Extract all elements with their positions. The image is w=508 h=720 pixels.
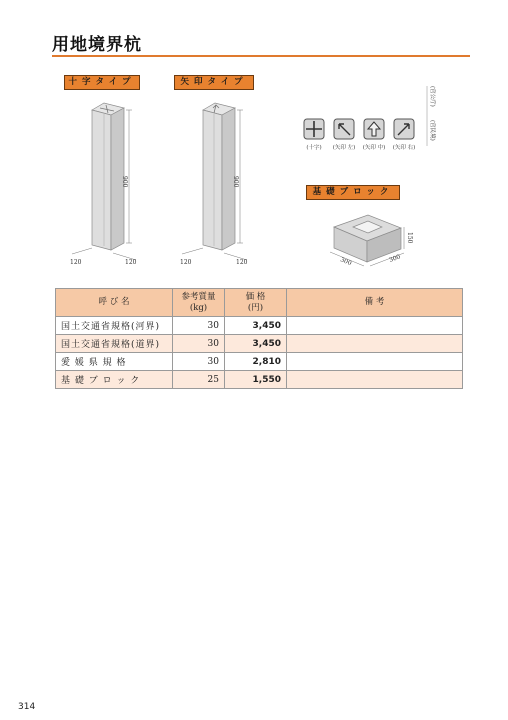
side-label-top: (官公庁): [429, 86, 435, 107]
tag-base-block: 基礎ブロック: [306, 185, 400, 200]
cross-width-dim-2: 120: [125, 259, 137, 266]
row-price: 3,450: [225, 317, 287, 335]
cross-height-dim: 900: [121, 176, 128, 188]
table-row: [56, 371, 463, 389]
cross-mark-icon: [304, 119, 324, 139]
row-note: [287, 335, 463, 353]
row-note: [287, 371, 463, 389]
icon-label-arrow-center: (矢印 中): [362, 145, 386, 151]
arrow-height-dim: 900: [232, 176, 239, 188]
header-price: [225, 289, 287, 317]
block-width-dim-1: 300: [339, 256, 353, 268]
row-weight: 30: [173, 335, 225, 353]
table-row: [56, 335, 463, 353]
spec-table: [55, 288, 463, 389]
row-note: [287, 353, 463, 371]
row-price: 2,810: [225, 353, 287, 371]
table-row: [56, 317, 463, 335]
row-name: 基 礎 ブ ロ ッ ク: [56, 371, 173, 389]
row-name: 愛 媛 県 規 格: [56, 353, 173, 371]
header-name: 呼 び 名: [56, 289, 173, 317]
arrow-left-mark-icon: [334, 119, 354, 139]
tag-cross-type: 十字タイプ: [64, 75, 140, 90]
header-weight: [173, 289, 225, 317]
block-height-dim: 150: [406, 232, 413, 244]
header-weight-line2: (kg): [189, 302, 208, 313]
header-note: 備 考: [287, 289, 463, 317]
table-row: [56, 353, 463, 371]
table-header-row: [56, 289, 463, 317]
icon-label-cross: (十字): [306, 145, 322, 151]
page-number: 314: [18, 702, 36, 712]
arrow-width-dim-2: 120: [236, 259, 248, 266]
arrow-right-mark-icon: [394, 119, 414, 139]
row-weight: 30: [173, 317, 225, 335]
tag-arrow-type: 矢印タイプ: [174, 75, 254, 90]
row-name: 国土交通省規格(河界): [56, 317, 173, 335]
cross-width-dim-1: 120: [70, 259, 82, 266]
arrow-center-mark-icon: [364, 119, 384, 139]
side-label-bottom: (官民境): [429, 120, 435, 141]
row-weight: 25: [173, 371, 225, 389]
page-title: 用地境界杭: [52, 35, 142, 55]
icon-label-arrow-right: (矢印 右): [392, 145, 416, 151]
block-width-dim-2: 300: [388, 253, 402, 264]
row-weight: 30: [173, 353, 225, 371]
row-price: 1,550: [225, 371, 287, 389]
header-price-line1: 価 格: [245, 291, 266, 302]
icon-label-arrow-left: (矢印 左): [332, 145, 356, 151]
header-weight-line1: 参考質量: [181, 291, 216, 302]
row-note: [287, 317, 463, 335]
arrow-width-dim-1: 120: [180, 259, 192, 266]
row-price: 3,450: [225, 335, 287, 353]
row-name: 国土交通省規格(道界): [56, 335, 173, 353]
header-price-line2: (円): [247, 302, 264, 313]
